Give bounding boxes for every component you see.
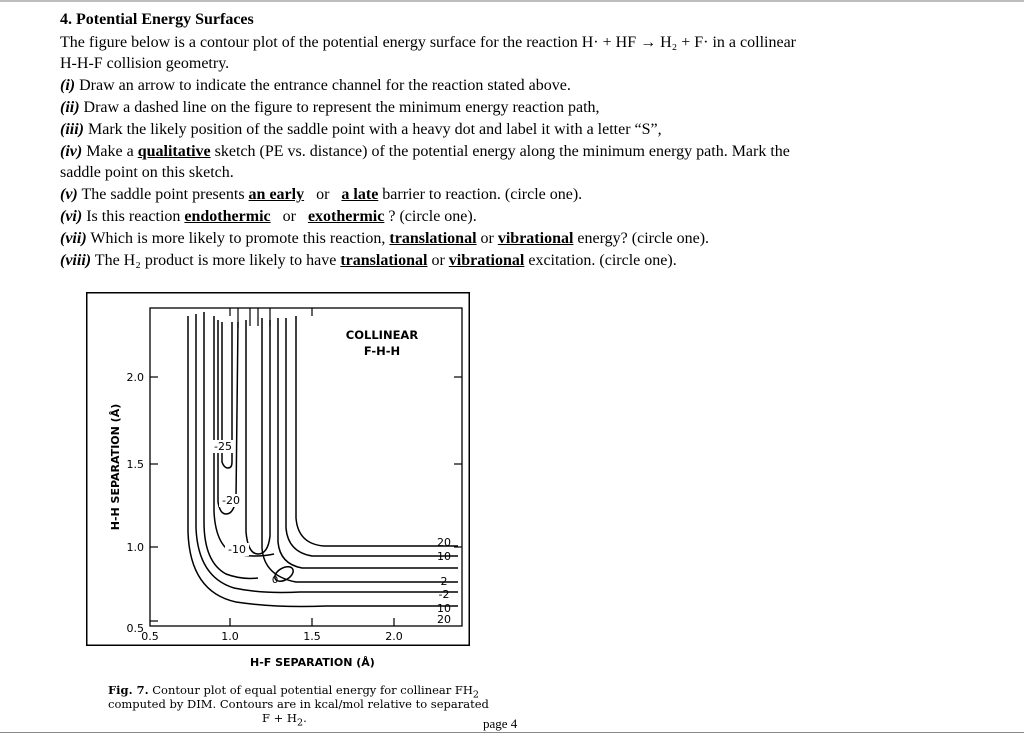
caption-line-3-sub: 2 — [296, 717, 304, 729]
caption-line-1-sub: 2 — [472, 689, 480, 701]
option-endothermic[interactable]: endothermic — [184, 208, 271, 225]
question-3-number: (iii) — [60, 121, 84, 138]
question-3-text: Mark the likely position of the saddle point with a heavy dot and label it with a letter “S”, — [84, 121, 662, 138]
question-6-number: (vi) — [60, 208, 83, 225]
question-4-emphasis: qualitative — [137, 143, 211, 160]
x-tick-label: 0.5 — [141, 630, 159, 643]
option-exothermic[interactable]: exothermic — [307, 208, 385, 225]
figure-title-line-1: COLLINEAR — [345, 328, 419, 342]
contour-label-minus20: -20 — [222, 494, 240, 507]
question-2-text: Draw a dashed line on the figure to represent the minimum energy reaction path, — [79, 99, 600, 116]
option-early[interactable]: an early — [248, 186, 305, 203]
caption-line-3 — [262, 711, 307, 730]
question-3 — [60, 119, 662, 140]
y-tick-label: 1.0 — [126, 541, 144, 554]
question-8-or: or — [427, 252, 449, 269]
question-8 — [60, 250, 677, 271]
caption-line-3-end: . — [303, 711, 307, 725]
question-6-or: or — [270, 208, 308, 225]
y-axis-label: H-H SEPARATION (Å) — [109, 403, 122, 531]
contour-label-minus25: -25 — [214, 440, 232, 453]
x-tick-label: 1.5 — [303, 630, 321, 643]
option-late[interactable]: a late — [341, 186, 379, 203]
figure-title-line-2: F-H-H — [363, 344, 401, 358]
caption-line-1-text: Contour plot of equal potential energy for collinear FH — [148, 683, 473, 697]
option-translational-excitation[interactable]: translational — [340, 252, 428, 269]
question-8-pre: The H₂ product is more likely to have — [91, 252, 341, 269]
y-tick-label: 0.5 — [126, 622, 144, 635]
contour-label-right: 10 — [437, 550, 451, 563]
question-6-post: ? (circle one). — [384, 208, 477, 225]
question-4-line-2: saddle point on this sketch. — [60, 164, 234, 181]
contour-label-right: 2 — [440, 575, 448, 588]
intro-line-2: H-H-F collision geometry. — [60, 55, 230, 72]
contour-plot-figure — [86, 292, 470, 646]
contour-label-right: 20 — [437, 613, 451, 626]
question-7-post: energy? (circle one). — [573, 230, 710, 247]
question-6-pre: Is this reaction — [82, 208, 185, 225]
y-tick-label: 2.0 — [126, 371, 144, 384]
question-8-number: (viii) — [60, 252, 92, 269]
section-title: 4. Potential Energy Surfaces — [60, 11, 254, 28]
option-translational-energy[interactable]: translational — [389, 230, 477, 247]
x-axis-label: H-F SEPARATION (Å) — [250, 656, 375, 669]
question-7 — [60, 228, 709, 249]
question-6 — [60, 206, 477, 227]
contour-label-minus10: -10 — [228, 543, 246, 556]
question-5-or: or — [304, 186, 342, 203]
question-4-post: sketch (PE vs. distance) of the potential energy along the minimum energy path. Mark the — [210, 143, 790, 160]
page-number: page 4 — [483, 716, 518, 731]
intro-line-1: The figure below is a contour plot of the potential energy surface for the reaction H· + HF → H₂ + F· in a collinear — [60, 34, 796, 51]
x-tick-label: 2.0 — [385, 630, 403, 643]
contour-label-right: 20 — [437, 536, 451, 549]
question-7-number: (vii) — [60, 230, 87, 247]
question-1-text: Draw an arrow to indicate the entrance channel for the reaction stated above. — [75, 77, 571, 94]
caption-line-2: computed by DIM. Contours are in kcal/mol relative to separated — [108, 697, 489, 711]
y-tick-label: 1.5 — [126, 458, 144, 471]
option-vibrational-excitation[interactable]: vibrational — [448, 252, 525, 269]
question-4 — [60, 141, 790, 162]
contour-label-zero: 0 — [271, 575, 279, 586]
question-4-number: (iv) — [60, 143, 83, 160]
question-1-number: (i) — [60, 77, 76, 94]
option-vibrational-energy[interactable]: vibrational — [497, 230, 574, 247]
question-7-pre: Which is more likely to promote this reaction, — [86, 230, 390, 247]
x-tick-label: 1.0 — [221, 630, 239, 643]
question-5-number: (v) — [60, 186, 78, 203]
question-2 — [60, 97, 600, 118]
top-rule — [0, 0, 1024, 2]
question-7-or: or — [476, 230, 498, 247]
question-4-pre: Make a — [82, 143, 138, 160]
question-5-pre: The saddle point presents — [77, 186, 249, 203]
question-5 — [60, 184, 582, 205]
question-5-post: barrier to reaction. (circle one). — [378, 186, 583, 203]
caption-fig-number: Fig. 7. — [108, 683, 149, 697]
question-1 — [60, 75, 571, 96]
contour-label-right: 10 — [437, 602, 451, 615]
question-8-post: excitation. (circle one). — [524, 252, 677, 269]
bottom-rule — [0, 732, 1024, 733]
contour-label-right: -2 — [438, 588, 450, 601]
question-2-number: (ii) — [60, 99, 80, 116]
caption-line-3-text: F + H — [262, 711, 297, 725]
